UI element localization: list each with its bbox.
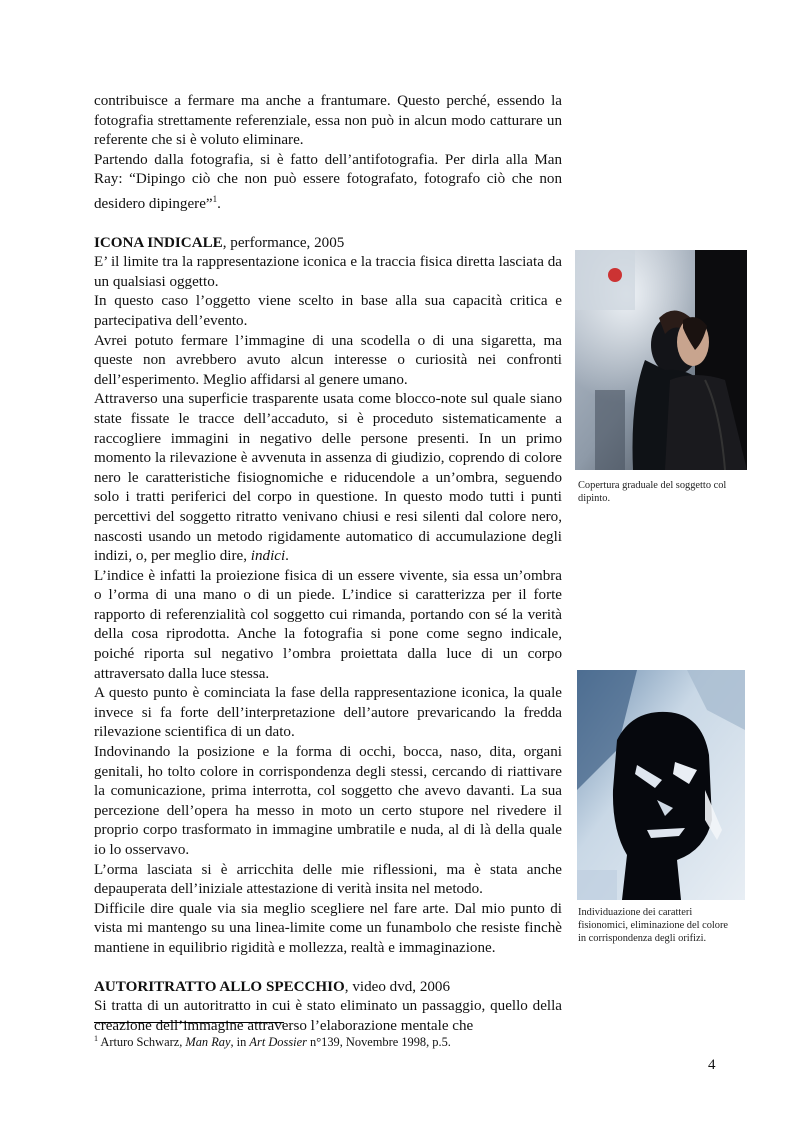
footnote-journal: Art Dossier [249,1035,307,1050]
section-title: ICONA INDICALE [94,234,223,251]
paragraph [94,390,562,566]
face-painting-photo [577,670,745,900]
footnote-ref: 1 [212,193,218,204]
section-title: AUTORITRATTO ALLO SPECCHIO [94,978,345,995]
figure-caption: Copertura graduale del soggetto col dipinto. [578,480,727,504]
footnote-number: 1 [94,1034,98,1043]
paragraph-text: Attraverso una superficie trasparente usata come blocco-note sul quale siano state fissate le tracce dell’accaduto, si è proceduto sistematicamente a raccogliere immagini in negativo delle persone presenti. In un primo momento la rilevazione è avvenuta in assenza di giudizio, coprendo di colore nero le caratteristiche fisiognomiche e riducendole a un’ombra, seguendo solo i tratti periferici del corpo in questione. In questo modo tutti i punti percettivi del soggetto ritratto venivano chiusi e resi silenti dal colore nero, nascosti usando un metodo rigidamente automatico di accumulazione degli indizi, o, per meglio dire, [94,391,562,565]
paragraph: L’orma lasciata si è arricchita delle mie riflessioni, ma è stata anche depauperata dell’iniziale attestazione di verità insita nel metodo. [94,861,562,898]
paragraph: Difficile dire quale via sia meglio scegliere nel fare arte. Dal mio punto di vista mi mantengo su una linea-limite come un funambolo che resiste finchè mantiene in equilibrio rigidità e mollezza, realtà e immaginazione. [94,900,562,956]
paragraph: L’indice è infatti la proiezione fisica di un essere vivente, sia essa un’ombra o l’orma di una mano o di un piede. L’indice si caratterizza per il forte rapporto di referenzialità col soggetto cui rimanda, portando con sé la verità della cosa riprodotta. Anche la fotografia si pone come segno indicale, poiché riporta sul negativo l’ombra proiettata dalla luce di un corpo attraversato dalla luce stessa. [94,567,562,682]
paragraph: Indovinando la posizione e la forma di occhi, bocca, naso, dita, organi genitali, ho tolto colore in corrispondenza degli stessi, cercando di riattivare la comunicazione, prima interrotta, col soggetto che avevo davanti. La sua percezione dell’opera ha messo in moto un certo stupore nel rivedere il proprio corpo trasformato in immagine umbratile e nuda, al di là della quale io lo osservavo. [94,744,562,858]
section-subtitle: , performance, 2005 [222,234,345,251]
paragraph: Avrei potuto fermare l’immagine di una scodella o di una sigaretta, ma queste non avrebbero avuto alcun interesse o curiosità nei confronti dell’esperimento. Meglio affidarsi al genere umano. [94,332,562,388]
performance-photo-drawing [575,250,747,470]
footnote-author: Arturo Schwarz, [98,1035,186,1050]
body-text-column [94,92,562,1036]
paragraph-end: . [217,196,221,212]
footnote-title: Man Ray [185,1035,231,1050]
paragraph: In questo caso l’oggetto viene scelto in base alla sua capacità critica e partecipativa dell’evento. [94,293,562,329]
section-heading-autoritratto [94,978,562,998]
paragraph-quote [94,151,562,215]
footnote-in: , in [230,1035,250,1050]
page-number: 4 [708,1057,716,1073]
section-heading-icona-indicale [94,234,562,254]
paragraph: E’ il limite tra la rappresentazione iconica e la traccia fisica diretta lasciata da un qualsiasi oggetto. [94,254,562,290]
section-subtitle: , video dvd, 2006 [344,978,451,995]
emphasis: indici [250,548,286,565]
paragraph: A questo punto è cominciata la fase della rappresentazione iconica, la quale invece si fa forte dell’interpretazione dell’autore prevaricando la fredda rilevazione scientifica di un dato. [94,685,562,741]
performance-photo [575,250,747,470]
footnote-divider [94,1022,284,1023]
footnote-rest: n°139, Novembre 1998, p.5. [306,1035,451,1050]
paragraph: Si tratta di un autoritratto in cui è stato eliminato un passaggio, quello della creazione dell’immagine attraverso l’elaborazione mentale che [94,998,562,1034]
figure-caption: Individuazione dei caratteri fisionomici, eliminazione del colore in corrispondenza degli orifizi. [578,907,729,944]
footnote [94,1031,451,1050]
paragraph-text: Partendo dalla fotografia, si è fatto dell’antifotografia. Per dirla alla Man Ray: “Dipingo ciò che non può essere fotografato, fotografo ciò che non desidero dipingere” [94,151,562,212]
paragraph-end: . [285,548,289,565]
paragraph: contribuisce a fermare ma anche a frantumare. Questo perché, essendo la fotografia strettamente referenziale, essa non può in alcun modo catturare un referente che si è voluto eliminare. [94,93,562,149]
face-painting-drawing [577,670,745,900]
